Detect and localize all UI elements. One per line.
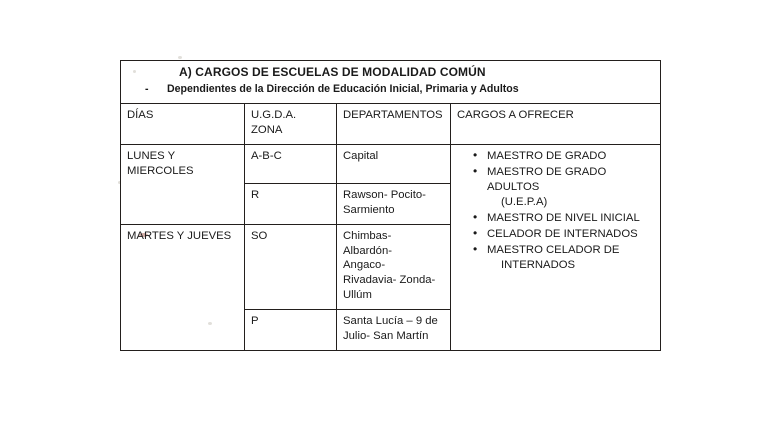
table-row: [121, 144, 661, 183]
depto-line-4: Rivadavia- Zonda-: [343, 274, 436, 287]
cell-depto-santa-lucia: [337, 310, 451, 351]
cargo-text: MAESTRO CELADOR DE: [487, 243, 620, 256]
title-dash: -: [145, 82, 149, 95]
depto-line-1: Rawson- Pocito-: [343, 188, 426, 201]
scan-artifact-1: [178, 56, 182, 59]
list-item: [473, 149, 654, 164]
cell-zona-so: SO: [245, 224, 337, 310]
table-header-row: [121, 103, 661, 144]
cargo-text: MAESTRO DE GRADO: [487, 149, 607, 162]
cargos-list: [457, 149, 654, 273]
depto-line-1: Chimbas-: [343, 229, 392, 242]
cargos-table: [120, 60, 661, 351]
cargo-text: MAESTRO DE GRADO ADULTOS: [487, 165, 607, 193]
table-title-sub: [127, 83, 654, 97]
depto-line-2: Sarmiento: [343, 203, 395, 216]
cell-depto-chimbas: [337, 224, 451, 310]
depto-line-5: Ullúm: [343, 289, 372, 302]
list-item: [473, 165, 654, 210]
depto-line-1: Santa Lucía – 9 de: [343, 315, 438, 328]
header-zona-line-2: ZONA: [251, 123, 283, 136]
list-item: [473, 227, 654, 242]
header-departamentos: DEPARTAMENTOS: [337, 103, 451, 144]
cell-dias-lunes-miercoles: [121, 144, 245, 224]
cell-cargos-a-ofrecer: [451, 144, 661, 350]
header-dias: DÍAS: [121, 103, 245, 144]
cell-dias-martes-jueves: MARTES Y JUEVES: [121, 224, 245, 350]
table-title-main: A) CARGOS DE ESCUELAS DE MODALIDAD COMÚN: [179, 65, 486, 79]
depto-line-2: Julio- San Martín: [343, 330, 429, 343]
dias-line-2: MIERCOLES: [127, 164, 194, 177]
depto-line-3: Angaco-: [343, 259, 386, 272]
list-item: [473, 211, 654, 226]
cell-zona-r: R: [245, 183, 337, 224]
cell-zona-abc: A-B-C: [245, 144, 337, 183]
header-zona-line-1: U.G.D.A.: [251, 108, 297, 121]
table-title-row: [121, 61, 661, 104]
cargo-text: MAESTRO DE NIVEL INICIAL: [487, 211, 640, 224]
dias-line-1: LUNES Y: [127, 149, 176, 162]
cargo-subtext: (U.E.P.A): [501, 195, 548, 208]
table-title-cell: [121, 61, 661, 104]
title-sub-text: Dependientes de la Dirección de Educación Inicial, Primaria y Adultos: [167, 82, 519, 95]
depto-line-2: Albardón-: [343, 244, 392, 257]
cargo-text: CELADOR DE INTERNADOS: [487, 227, 638, 240]
header-cargos: CARGOS A OFRECER: [451, 103, 661, 144]
list-item: [473, 243, 654, 273]
cargo-subtext: INTERNADOS: [501, 258, 576, 271]
header-zona: [245, 103, 337, 144]
cell-zona-p: P: [245, 310, 337, 351]
cell-depto-capital: Capital: [337, 144, 451, 183]
cell-depto-rawson: [337, 183, 451, 224]
